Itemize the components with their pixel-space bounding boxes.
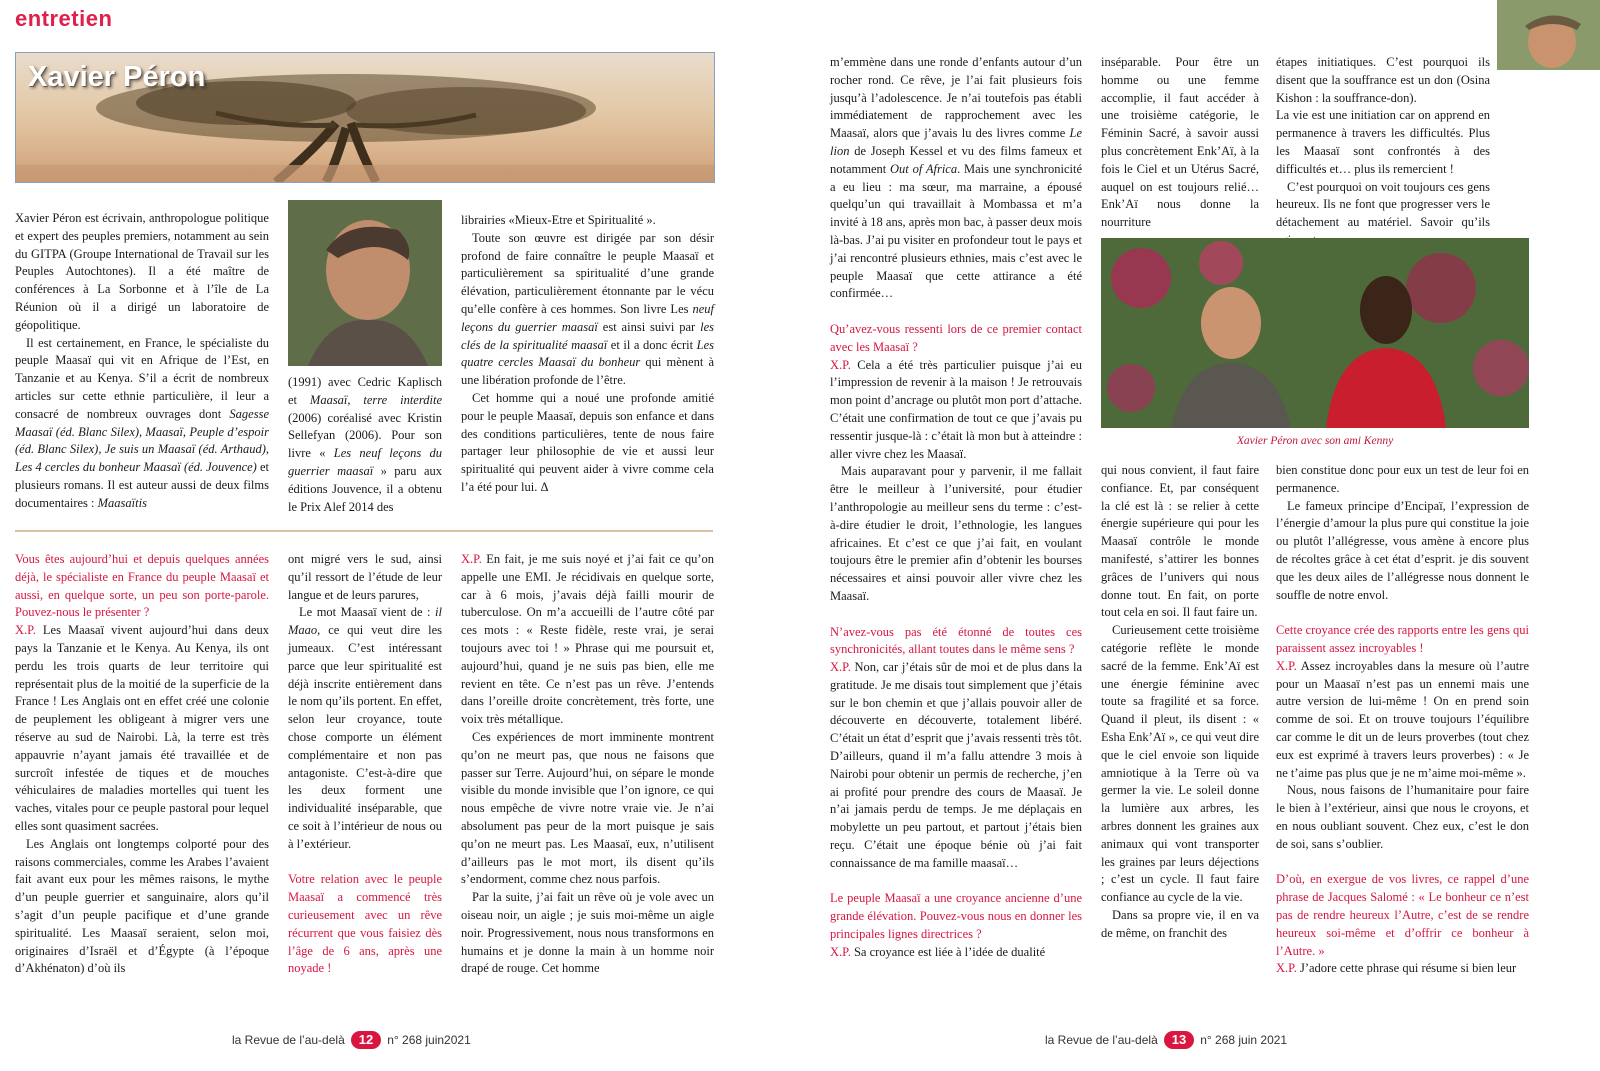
page-footer — [1045, 1031, 1287, 1049]
right-column-2-top — [1101, 54, 1259, 232]
intro-column-3 — [461, 212, 714, 497]
answer-paragraph: m’emmène dans une ronde d’enfants autour d’un rocher rond. Ce rêve, je l’ai fait plusieurs fois jusqu’à l’adolescence. Je n’ai toutefois pas établi immédiatement de rapprochement avec les Maasaï, alors que j’avais lu des livres comme Le lion de Joseph Kessel et vu des films fameux et notamment Out of Africa. Mais une synchronicité a eu lieu : ma sœur, ma marraine, a épousé quelqu’un qui travaillait à Mombassa et m’a invité à 18 ans, après mon bac, à passer deux mois là-bas. J’ai pu visiter en profondeur tout le pays et j’ai rencontré plusieurs ethnies, mais c’est avec le peuple Maasaï que cette attirance a été confirmée… — [830, 55, 1083, 301]
question: Vous êtes aujourd’hui et depuis quelques années déjà, le spécialiste en France du peuple Maasaï et aussi, en quelque sorte, un peu son porte-parole. Pouvez-nous le présenter ? — [15, 552, 269, 620]
answer-paragraph: Curieusement cette troisième catégorie reflète le monde sacré de la femme. Enk’Aï est une énergie féminine avec toute sa fragilité et sa force. Quand il pleut, ils disent : « Esha Enk’Aï », ce qui veut dire que le ciel envoie son liquide amniotique à la Terre où va germer la vie. Le soleil donne la lumière aux arbres, les arbres donnent les graines aux animaux qui vont transporter les graines par leurs déjections ; c’est un cycle. Il faut faire confiance au cycle de la vie. — [1101, 623, 1259, 905]
right-column-2-bottom — [1101, 462, 1259, 943]
question: Le peuple Maasaï a une croyance ancienne d’une grande élévation. Pouvez-vous nous en donner les principales lignes directrices ? — [830, 891, 1082, 942]
answer-paragraph: Par la suite, j’ai fait un rêve où je vole avec un oiseau noir, un aigle ; je suis moi-même un aigle noir. Progressivement, nous nous transformons en humains et je donne la main à un homme noir drapé de rouge. Cet homme — [461, 890, 714, 976]
body-column-2 — [288, 551, 442, 978]
magazine-name: la Revue de l’au-delà — [1045, 1033, 1158, 1047]
right-column-1 — [830, 54, 1082, 962]
answer-paragraph: La vie est une initiation car on apprend en permanence à travers les difficultés. Plus les Maasaï sont confrontés à des difficultés et… plus ils remercient ! — [1276, 108, 1490, 176]
photo-xavier-and-kenny — [1101, 238, 1529, 428]
answer-paragraph: Le fameux principe d’Encipaï, l’expression de l’énergie d’amour la plus pure qui constitue la joie ou plutôt l’allégresse, vous amène à encore plus de récoltes grâce à cet état d’esprit. je dis souvent que les deux ailes de l’allégresse nous donnent le souffle de notre envol. — [1276, 498, 1529, 602]
intro-column-1 — [15, 210, 269, 513]
page-number: 13 — [1164, 1031, 1194, 1049]
question: Votre relation avec le peuple Maasaï a commencé très curieusement avec un rêve récurrent que vous faisiez dès l’âge de 6 ans, après une noyade ! — [288, 872, 442, 976]
intro-paragraph: librairies «Mieux-Etre et Spiritualité ». — [461, 213, 656, 227]
answer: X.P. Les Maasaï vivent aujourd’hui dans deux pays la Tanzanie et le Kenya. Au Kenya, ils ont perdu les trois quarts de leur territoire qui représentait plus de la moitié de la superficie de la France ! Les Anglais ont en effet créé une colonie de peuplement les obligeant à migrer vers une réserve au sud de Nairobi. Là, la terre est très appauvrie n’ayant jamais été travaillée et de surcroît infestée de tiques et de mouches véhiculaires de maladies mortelles qui tuent les vaches, vitales pour ce peuple pastoral pour lequel elles sont quasiment sacrées. — [15, 623, 269, 833]
section-tag: entretien — [15, 6, 113, 31]
answer-paragraph: bien constitue donc pour eux un test de leur foi en permanence. — [1276, 463, 1529, 495]
intro-paragraph: Il est certainement, en France, le spécialiste du peuple Maasaï qui vit en Afrique de l’Est, en Tanzanie et au Kenya. S’il a écrit de nombreux articles sur cette ethnie particulière, il leur a consacré de nombreux ouvrages dont Sagesse Maasaï (éd. Blanc Silex), Maasaï, Peuple d’espoir (éd. Blanc Silex), Je suis un Maasaï (éd. Arthaud), Les 4 cercles du bonheur Maasaï (éd. Jouvence) et plusieurs romans. Il est auteur aussi de deux films documentaires : Maasaïtis — [15, 335, 269, 510]
magazine-name: la Revue de l’au-delà — [232, 1033, 345, 1047]
answer: X.P. Sa croyance est liée à l’idée de dualité — [830, 944, 1046, 959]
banner-title: Xavier Péron — [28, 61, 206, 93]
intro-paragraph: Cet homme qui a noué une profonde amitié pour le peuple Maasaï, depuis son enfance et dans des conditions particulières, tente de nous faire partager leur philosophie de vie et aussi leur spiritualité qui peuvent aider à vivre comme cela l’a été pour lui. Δ — [461, 390, 714, 494]
issue-info: n° 268 juin2021 — [387, 1033, 471, 1047]
answer: X.P. En fait, je me suis noyé et j’ai fait ce qu’on appelle une EMI. Je récidivais en quelque sorte, car à 6 mois, j’avais déjà failli mourir de tuberculose. On m’a accueilli de l’autre côté par ces mots : « Reste fidèle, reste vrai, je serai toujours avec toi ! » Phrase qui me poursuit et, aujourd’hui, quand je ne suis pas bien, elle me revient en tête. Ce n’est pas un rêve. J’entends dans l’oreille droite concrètement, très forte, une voix très métallique. — [461, 552, 714, 727]
answer: X.P. J’adore cette phrase qui résume si bien leur — [1276, 961, 1517, 976]
question: Cette croyance crée des rapports entre les gens qui paraissent assez incroyables ! — [1276, 623, 1529, 655]
issue-info: n° 268 juin 2021 — [1200, 1033, 1288, 1047]
answer-paragraph: Le mot Maasaï vient de : il Maao, ce qui veut dire les jumeaux. C’est intéressant parce que leur spiritualité est déjà inscrite entièrement dans le nom qu’ils portent. En effet, selon leur croyance, toute chose comporte un élément complémentaire et non pas antagoniste. C’est-à-dire que les deux forment une individualité inséparable, que ce soit à l’intérieur de nous ou à l’extérieur. — [288, 605, 442, 851]
intro-paragraph: Toute son œuvre est dirigée par son désir profond de faire connaître le peuple Maasaï et particulièrement sa spiritualité d’une grande élévation, particulièrement étonnante par le vécu qu’elle confère à ces hommes. Son livre Les neuf leçons du guerrier maasaï est ainsi suivi par les clés de la spiritualité maasaï et il a donc écrit Les quatre cercles Maasaï du bonheur qui mènent à une libération profonde de l’être. — [461, 230, 714, 388]
answer-paragraph: C’est pourquoi on voit toujours ces gens heureux. Ils ne font que progresser vers le détachement au matériel. Savoir qu’ils — [1276, 179, 1490, 230]
right-column-3-bottom — [1276, 462, 1529, 978]
page-number: 12 — [351, 1031, 381, 1049]
question: Qu’avez-vous ressenti lors de ce premier contact avec les Maasaï ? — [830, 321, 1082, 354]
page-footer — [232, 1031, 471, 1049]
question: D’où, en exergue de vos livres, ce rappel d’une phrase de Jacques Salomé : « Le bonheur ce n’est pas de rendre heureux l’Autre, c’est de se rendre heureux soi-même et d’offrir ce bonheur à l’Autre. » — [1276, 872, 1529, 958]
answer: X.P. Non, car j’étais sûr de moi et de plus dans la gratitude. Je me disais tout simplement que j’étais sur le bon chemin et que j’allais pouvoir aller de découverte en découverte, totalement libéré. C’était un état d’esprit que j’avais ressenti très tôt. D’ailleurs, quand il m’a fallu attendre 3 mois à Nairobi pour obtenir un permis de recherche, j’en ai profité pour prendre des cours de Maasaï. Je n’ai jamais perdu de temps. Je me déplaçais en mobylette un peu partout, et partout j’étais bien reçu. C’était une époque bénie où j’ai fait connaissance de ma famille maasaï… — [830, 660, 1082, 870]
title-banner — [15, 52, 715, 183]
answer-paragraph: qui nous convient, il faut faire confiance. Et, par conséquent la clé est là : se relier à cette énergie supérieure qui pour les Maasaï contrôle le monde manifesté, s’attirer les bonnes grâces de l’univers qui nous donne tout. En fait, on porte tout cela en soi. Il faut faire un. — [1101, 463, 1259, 620]
portrait-photo — [288, 200, 442, 366]
answer-paragraph: inséparable. Pour être un homme ou une femme accomplie, il faut accéder à une troisième catégorie, le Féminin Sacré, à savoir aussi plus concrètement Enk’Aï, à la fois le Ciel et un Utérus Sacré, auquel on est toujours relié… Enk’Aï nous donne la nourriture — [1101, 55, 1259, 230]
answer-paragraph: Les Anglais ont longtemps colporté pour des raisons commerciales, comme les Arabes l’avaient fait avant eux pour les mêmes raisons, le mythe d’un peuple guerrier et sanguinaire, alors qu’il s’agit d’un peuple pacifique et d’une grande spiritualité. Les Maasaï seraient, selon moi, originaires d’Israël et d’Égypte (à l’époque d’Akhénaton) d’où ils — [15, 836, 269, 976]
answer-paragraph: étapes initiatiques. C’est pourquoi ils disent que la souffrance est un don (Osina Kishon : la souffrance-don). — [1276, 55, 1490, 105]
answer-paragraph: Ces expériences de mort imminente montrent qu’on ne meurt pas, que nous ne faisons que passer sur Terre. Aujourd’hui, on sépare le monde visible du monde invisible que l’on ignore, ce qui nous empêche de vivre notre vraie vie. Je n’ai absolument pas peur de la mort puisque je sais qu’on ne meurt pas. Les Maasaï, eux, n’utilisent d’ailleurs pas le mot mort, ils disent qu’ils s’endorment, comme chez nous parfois. — [461, 729, 714, 887]
intro-paragraph: (1991) avec Cedric Kaplisch et Maasaï, terre interdite (2006) coréalisé avec Kristin Sellefyan (2006). Pour son livre « Les neuf leçons du guerrier maasaï » paru aux éditions Jouvence, il a obtenu le Prix Alef 2014 des — [288, 375, 442, 514]
author-thumbnail-photo — [1497, 0, 1600, 70]
answer-paragraph: Dans sa propre vie, il en va de même, on franchit des — [1101, 907, 1259, 940]
right-column-3-top — [1276, 54, 1490, 250]
intro-paragraph: Xavier Péron est écrivain, anthropologue politique et expert des peuples premiers, notamment au sein du GITPA (Groupe International de Travail sur les Peuples Autochtones). Il a été maître de conférences à La Sorbonne et à l’île de La Réunion où il a dirigé un laboratoire de géopolitique. — [15, 211, 269, 332]
body-column-3 — [461, 551, 714, 978]
intro-column-2 — [288, 374, 442, 516]
answer: X.P. Cela a été très particulier puisque j’ai eu l’impression de revenir à la maison ! Je retrouvais mon point d’ancrage ou plutôt mon port d’attache. C’était une confirmation de tout ce que j’avais pu ressentir jusque-là : c’était là mon but à atteindre : aller vivre chez les Maasaï. — [830, 357, 1083, 461]
answer-paragraph: Mais auparavant pour y parvenir, il me fallait être le meilleur à l’université, pour étudier l’anthropologie au meilleur sens du terme : c’est-à-dire étudier le droit, l’ethnologie, les langues africaines. Et c’est ce que j’ai fait, en voulant toujours être le premier afin d’obtenir les bourses nécessaires et ainsi pouvoir aller vivre chez les Maasaï. — [830, 464, 1082, 603]
photo-caption: Xavier Péron avec son ami Kenny — [1236, 435, 1394, 447]
answer: X.P. Assez incroyables dans la mesure où l’autre pour un Maasaï n’est pas un ennemi mais une autre version de lui-même ! On en prend soin comme de soi. Et on trouve toujours l’équilibre car comme le dit un de leurs proverbes (tout chez eux est exprimé à travers leurs proverbes) : « Je ne t’aime pas plus que je ne m’aime moi-même ». — [1276, 658, 1529, 780]
left-page — [0, 0, 760, 1071]
answer-paragraph: Nous, nous faisons de l’humanitaire pour faire le bien à l’extérieur, ainsi que nous le croyons, et en nous oubliant souvent. Chez eux, c’est le don de soi, sans s’oublier. — [1276, 783, 1529, 851]
right-page — [820, 0, 1600, 1071]
answer-paragraph: ont migré vers le sud, ainsi qu’il ressort de l’étude de leur langue et de leurs parures, — [288, 552, 442, 602]
body-column-1 — [15, 551, 269, 978]
question: N’avez-vous pas été étonné de toutes ces synchronicités, allant toutes dans le même sens ? — [830, 624, 1082, 657]
section-divider — [15, 530, 713, 532]
